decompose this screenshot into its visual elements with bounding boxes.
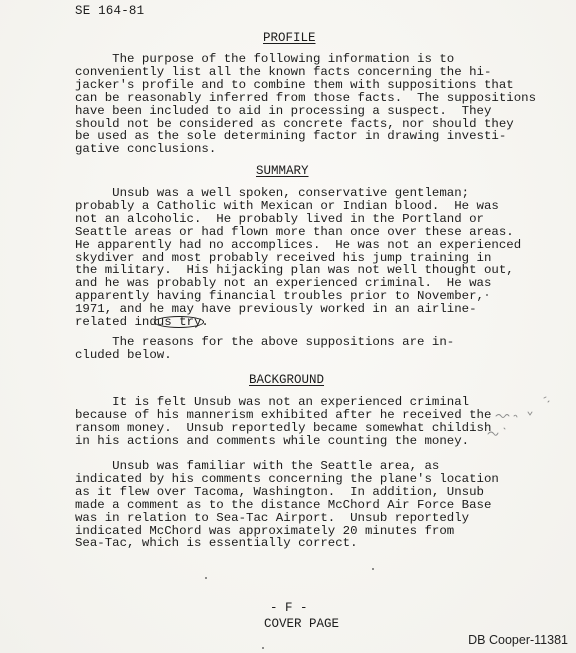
- reasons-paragraph: [75, 336, 545, 362]
- scan-speck: [486, 294, 488, 296]
- background-line: indicated McChord was approximately 20 minutes from: [75, 524, 455, 538]
- margin-scribble-icon: [478, 394, 568, 444]
- summary-line: 1971, and he may have previously worked in an airline-: [75, 303, 477, 317]
- profile-line: The purpose of the following information is to: [75, 53, 455, 66]
- background-line: indicated by his comments concerning the plane's location: [75, 472, 499, 486]
- summary-last-line-end: .: [201, 316, 209, 329]
- summary-line: skydiver and most probably received his jump training in: [75, 251, 492, 265]
- scan-speck: [372, 568, 374, 570]
- page-mark: - F -: [270, 601, 308, 615]
- summary-paragraph: [75, 187, 545, 329]
- circled-handwritten-mark: us try: [154, 316, 205, 328]
- background-line: was in relation to Sea-Tac Airport. Unsub reportedly: [75, 511, 470, 525]
- summary-line: He apparently had no accomplices. He was not an experienced: [75, 238, 522, 252]
- profile-line: conveniently list all the known facts concerning the hi-: [75, 65, 492, 79]
- scan-speck: [205, 577, 207, 579]
- background-line: in his actions and comments while counting the money.: [75, 434, 470, 448]
- reasons-line: The reasons for the above suppositions are in-: [75, 336, 455, 349]
- bates-stamp: DB Cooper-11381: [468, 633, 568, 647]
- summary-line: probably a Catholic with Mexican or Indian blood. He was: [75, 199, 499, 213]
- profile-line: have been included to aid in processing a suspect. They: [75, 104, 492, 118]
- profile-line: be used as the sole determining factor in drawing investi-: [75, 130, 507, 144]
- background-line: Sea-Tac, which is essentially correct.: [75, 537, 358, 551]
- summary-line: not an alcoholic. He probably lived in the Portland or: [75, 212, 484, 226]
- file-number: SE 164-81: [75, 4, 145, 18]
- summary-line: apparently having financial troubles prior to November,: [75, 290, 484, 304]
- profile-paragraph: [75, 53, 545, 156]
- background-line: ransom money. Unsub reportedly became somewhat childish: [75, 421, 492, 435]
- profile-line: should not be considered as concrete facts, nor should they: [75, 117, 514, 131]
- background-line: made a comment as to the distance McChord Air Force Base: [75, 498, 492, 512]
- profile-line: gative conclusions.: [75, 143, 217, 157]
- background-line: as it flew over Tacoma, Washington. In addition, Unsub: [75, 485, 484, 499]
- summary-line: and he was probably not an experienced criminal. He was: [75, 277, 492, 291]
- background-line: because of his mannerism exhibited after he received the: [75, 408, 492, 422]
- background-line: It is felt Unsub was not an experienced criminal: [75, 396, 470, 409]
- summary-last-line: [75, 316, 545, 329]
- profile-line: jacker's profile and to combine them with suppositions that: [75, 78, 514, 92]
- profile-heading: PROFILE: [263, 31, 316, 45]
- page-label: COVER PAGE: [264, 617, 340, 631]
- background-paragraph-2: [75, 460, 545, 550]
- summary-last-line-start: related ind: [75, 316, 157, 329]
- reasons-line: cluded below.: [75, 348, 172, 362]
- profile-line: can be reasonably inferred from those facts. The suppositions: [75, 91, 537, 105]
- summary-line: Unsub was a well spoken, conservative gentleman;: [75, 187, 470, 200]
- summary-heading: SUMMARY: [256, 164, 309, 178]
- background-line: Unsub was familiar with the Seattle area, as: [75, 460, 440, 473]
- scan-speck: [262, 647, 264, 649]
- summary-line: Seattle areas or had flown more than once over these areas.: [75, 225, 514, 239]
- background-paragraph-1: [75, 396, 545, 448]
- background-heading: BACKGROUND: [249, 373, 325, 387]
- summary-line: the military. His hijacking plan was not well thought out,: [75, 264, 514, 278]
